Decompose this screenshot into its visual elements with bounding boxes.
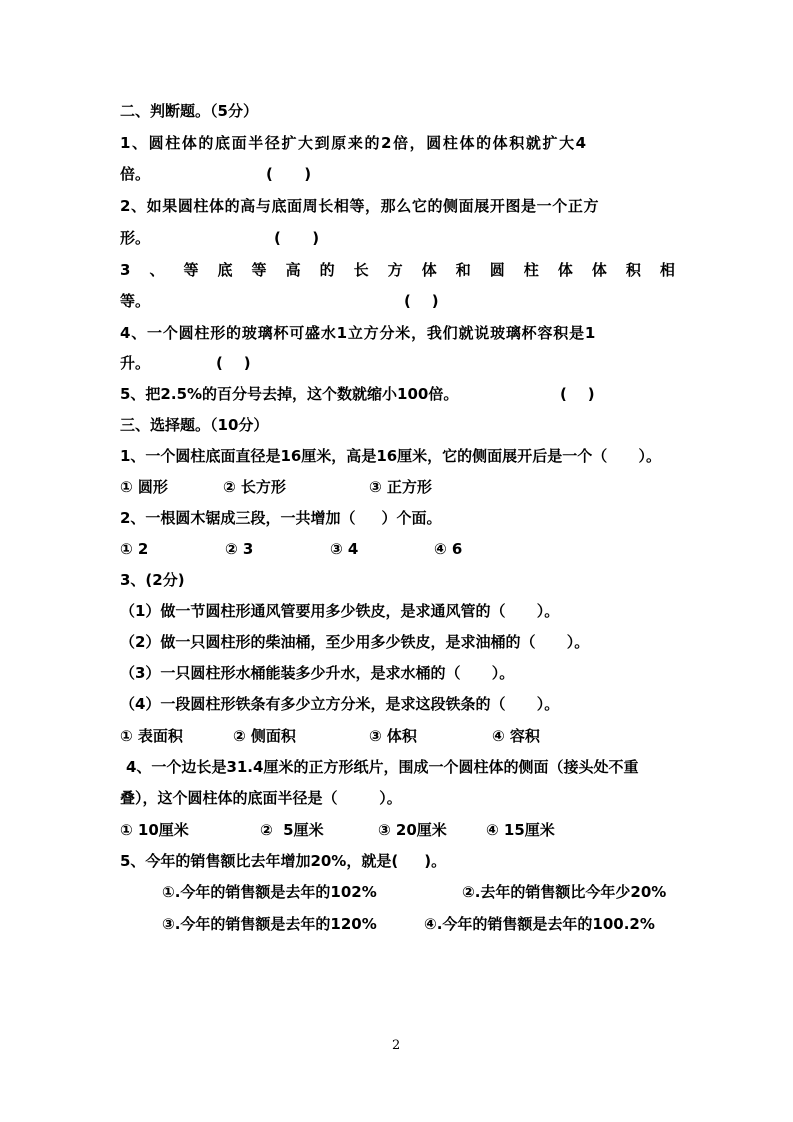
s3-q5-option-2: ②.去年的销售额比今年少20% [462, 883, 667, 901]
section3-title: 三、选择题。（10分） [120, 416, 269, 434]
s2-q1-paren: ( ) [266, 165, 312, 183]
s2-q4-paren: ( ) [216, 354, 251, 372]
s3-q2-option-1: ① 2 [120, 540, 149, 558]
s2-q2-line1: 2、如果圆柱体的高与底面周长相等，那么它的侧面展开图是一个正方 [120, 197, 600, 215]
s3-q1-text: 1、一个圆柱底面直径是16厘米，高是16厘米，它的侧面展开后是一个（ ）。 [120, 447, 662, 465]
s2-q3-line1 [120, 260, 675, 280]
s3-q5-text: 5、今年的销售额比去年增加20%，就是( )。 [120, 852, 447, 870]
s3-q2-option-3: ③ 4 [330, 540, 359, 558]
q3-char: 等 [183, 261, 199, 279]
s3-q2-option-4: ④ 6 [434, 540, 463, 558]
q3-char: 3 [120, 261, 131, 279]
page-number: 2 [392, 1038, 401, 1053]
s3-q5-option-1: ①.今年的销售额是去年的102% [162, 883, 377, 901]
s2-q3-line2: 等。 [120, 292, 151, 310]
s2-q2-line2: 形。 [120, 229, 151, 247]
s3-q3-option-3: ③ 体积 [369, 727, 417, 745]
q3-char: 体 [421, 261, 437, 279]
s2-q1-line2: 倍。 [120, 165, 151, 183]
q3-char: 相 [659, 261, 675, 279]
s3-q4-line2: 叠），这个圆柱体的底面半径是（ ）。 [120, 789, 402, 807]
s3-q2-option-2: ② 3 [225, 540, 254, 558]
s3-q5-option-4: ④.今年的销售额是去年的100.2% [424, 915, 655, 933]
q3-char: 的 [319, 261, 335, 279]
s2-q2-paren: ( ) [274, 229, 320, 247]
s3-q3-sub3: （3）一只圆柱形水桶能装多少升水，是求水桶的（ ）。 [120, 664, 515, 682]
q3-char: 长 [353, 261, 369, 279]
q3-char: 圆 [489, 261, 505, 279]
q3-char: 底 [217, 261, 233, 279]
q3-char: 、 [149, 261, 165, 279]
s2-q3-paren: ( ) [404, 292, 439, 310]
section2-title: 二、判断题。（5分） [120, 102, 258, 120]
s3-q4-option-1: ① 10厘米 [120, 821, 189, 839]
s3-q2-text: 2、一根圆木锯成三段，一共增加（ ）个面。 [120, 509, 442, 527]
q3-char: 积 [625, 261, 641, 279]
q3-char: 和 [455, 261, 471, 279]
q3-char: 体 [557, 261, 573, 279]
s2-q4-line2: 升。 [120, 354, 151, 372]
s3-q3-title: 3、(2分) [120, 571, 185, 589]
s3-q1-option-1: ① 圆形 [120, 478, 168, 496]
s3-q3-sub4: （4）一段圆柱形铁条有多少立方分米，是求这段铁条的（ ）。 [120, 695, 560, 713]
s3-q5-option-3: ③.今年的销售额是去年的120% [162, 915, 377, 933]
s2-q4-line1: 4、一个圆柱形的玻璃杯可盛水1立方分米，我们就说玻璃杯容积是1 [120, 324, 597, 342]
q3-char: 方 [387, 261, 403, 279]
s3-q4-line1: 4、一个边长是31.4厘米的正方形纸片，围成一个圆柱体的侧面（接头处不重 [126, 758, 639, 776]
s3-q1-option-3: ③ 正方形 [369, 478, 432, 496]
s3-q1-option-2: ② 长方形 [223, 478, 286, 496]
s2-q5-text: 5、把2.5%的百分号去掉，这个数就缩小100倍。 [120, 385, 459, 403]
q3-char: 等 [251, 261, 267, 279]
q3-char: 高 [285, 261, 301, 279]
s3-q3-sub2: （2）做一只圆柱形的柴油桶，至少用多少铁皮，是求油桶的（ ）。 [120, 633, 590, 651]
s2-q5-paren: ( ) [560, 385, 595, 403]
s3-q3-sub1: （1）做一节圆柱形通风管要用多少铁皮，是求通风管的（ ）。 [120, 602, 560, 620]
s3-q4-option-3: ③ 20厘米 [378, 821, 447, 839]
s3-q4-option-2: ② 5厘米 [260, 821, 324, 839]
s3-q3-option-2: ② 侧面积 [233, 727, 296, 745]
s3-q3-option-1: ① 表面积 [120, 727, 183, 745]
s3-q4-option-4: ④ 15厘米 [486, 821, 555, 839]
s2-q1-line1: 1、圆柱体的底面半径扩大到原来的2倍，圆柱体的体积就扩大4 [120, 134, 588, 152]
q3-char: 体 [591, 261, 607, 279]
q3-char: 柱 [523, 261, 539, 279]
s3-q3-option-4: ④ 容积 [492, 727, 540, 745]
